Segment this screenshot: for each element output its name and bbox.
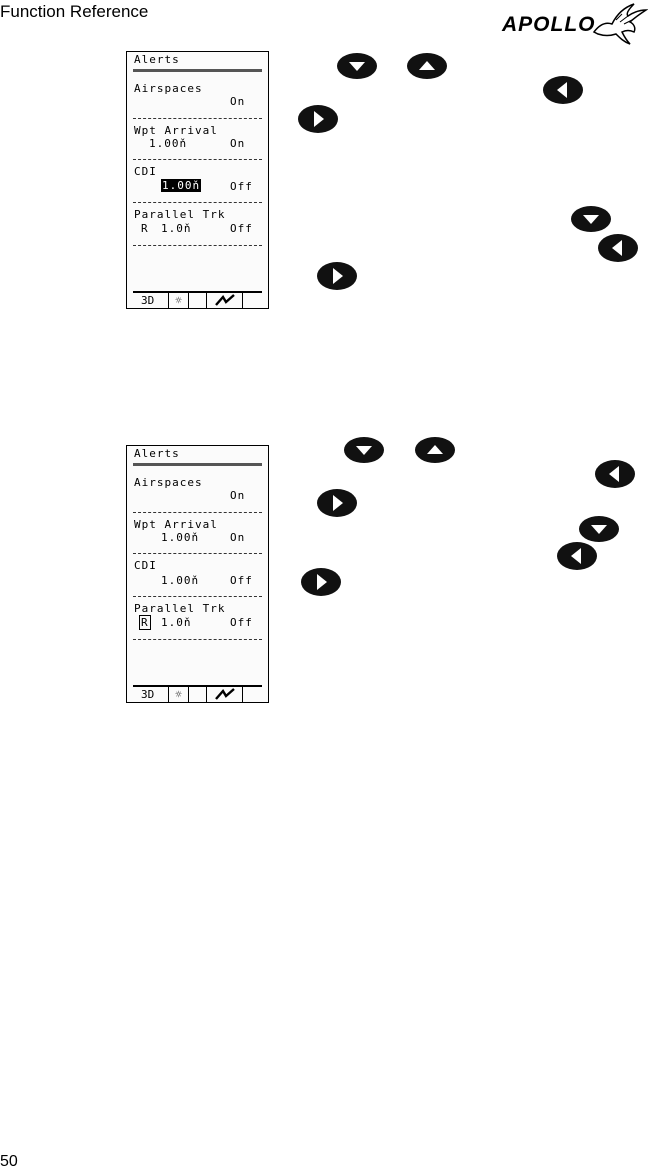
- softkey-3d[interactable]: 3D: [137, 293, 169, 308]
- cdi-label: CDI: [134, 559, 157, 572]
- logo-text: APOLLO: [502, 13, 596, 36]
- left-arrow-button-icon: [594, 459, 636, 489]
- cdi-state[interactable]: Off: [230, 574, 253, 587]
- parallel-trk-label: Parallel Trk: [134, 602, 226, 615]
- down-arrow-button-icon: [343, 436, 385, 464]
- title-underline: [133, 463, 262, 466]
- route-icon: [215, 294, 235, 306]
- softkey-bar: [133, 291, 262, 308]
- cdi-value-selected[interactable]: 1.00ň: [162, 179, 201, 192]
- airspaces-state[interactable]: On: [230, 489, 246, 502]
- airspaces-label: Airspaces: [134, 82, 203, 95]
- alerts-screen-parallel-trk: [126, 445, 269, 703]
- right-arrow-button-icon: [300, 567, 342, 597]
- down-arrow-button-icon: [336, 52, 378, 80]
- parallel-trk-state[interactable]: Off: [230, 222, 253, 235]
- divider: [133, 159, 262, 160]
- divider: [133, 118, 262, 119]
- screen-title: Alerts: [134, 447, 180, 460]
- softkey-empty[interactable]: [189, 293, 207, 308]
- right-arrow-button-icon: [316, 261, 358, 291]
- divider: [133, 512, 262, 513]
- cdi-value[interactable]: 1.00ň: [161, 574, 200, 587]
- page-number: 50: [0, 1153, 18, 1170]
- pegasus-icon: [586, 2, 648, 46]
- route-icon: [215, 688, 235, 700]
- wpt-arrival-label: Wpt Arrival: [134, 124, 218, 137]
- alerts-screen-cdi: [126, 51, 269, 309]
- down-arrow-button-icon: [570, 205, 612, 233]
- parallel-trk-value[interactable]: 1.0ň: [161, 616, 192, 629]
- left-arrow-button-icon: [556, 541, 598, 571]
- parallel-trk-label: Parallel Trk: [134, 208, 226, 221]
- wpt-arrival-value[interactable]: 1.00ň: [149, 137, 188, 150]
- up-arrow-button-icon: [414, 436, 456, 464]
- backlight-icon[interactable]: ☼: [169, 687, 189, 702]
- title-underline: [133, 69, 262, 72]
- divider: [133, 202, 262, 203]
- divider: [133, 245, 262, 246]
- wpt-arrival-label: Wpt Arrival: [134, 518, 218, 531]
- right-arrow-button-icon: [297, 104, 339, 134]
- parallel-trk-side-selected[interactable]: R: [141, 616, 149, 629]
- cdi-state[interactable]: Off: [230, 180, 253, 193]
- right-arrow-button-icon: [316, 488, 358, 518]
- screen-title: Alerts: [134, 53, 180, 66]
- airspaces-label: Airspaces: [134, 476, 203, 489]
- softkey-route[interactable]: [207, 293, 243, 308]
- parallel-trk-state[interactable]: Off: [230, 616, 253, 629]
- divider: [133, 596, 262, 597]
- divider: [133, 553, 262, 554]
- wpt-arrival-state[interactable]: On: [230, 137, 246, 150]
- wpt-arrival-value[interactable]: 1.00ň: [161, 531, 200, 544]
- page-header-title: Function Reference: [0, 2, 149, 21]
- up-arrow-button-icon: [406, 52, 448, 80]
- cdi-label: CDI: [134, 165, 157, 178]
- left-arrow-button-icon: [542, 75, 584, 105]
- softkey-route[interactable]: [207, 687, 243, 702]
- softkey-empty[interactable]: [189, 687, 207, 702]
- backlight-icon[interactable]: ☼: [169, 293, 189, 308]
- wpt-arrival-state[interactable]: On: [230, 531, 246, 544]
- softkey-3d[interactable]: 3D: [137, 687, 169, 702]
- left-arrow-button-icon: [597, 233, 639, 263]
- parallel-trk-side[interactable]: R: [141, 222, 149, 235]
- softkey-bar: [133, 685, 262, 702]
- divider: [133, 639, 262, 640]
- parallel-trk-value[interactable]: 1.0ň: [161, 222, 192, 235]
- airspaces-state[interactable]: On: [230, 95, 246, 108]
- down-arrow-button-icon: [578, 515, 620, 543]
- apollo-logo: [500, 2, 648, 46]
